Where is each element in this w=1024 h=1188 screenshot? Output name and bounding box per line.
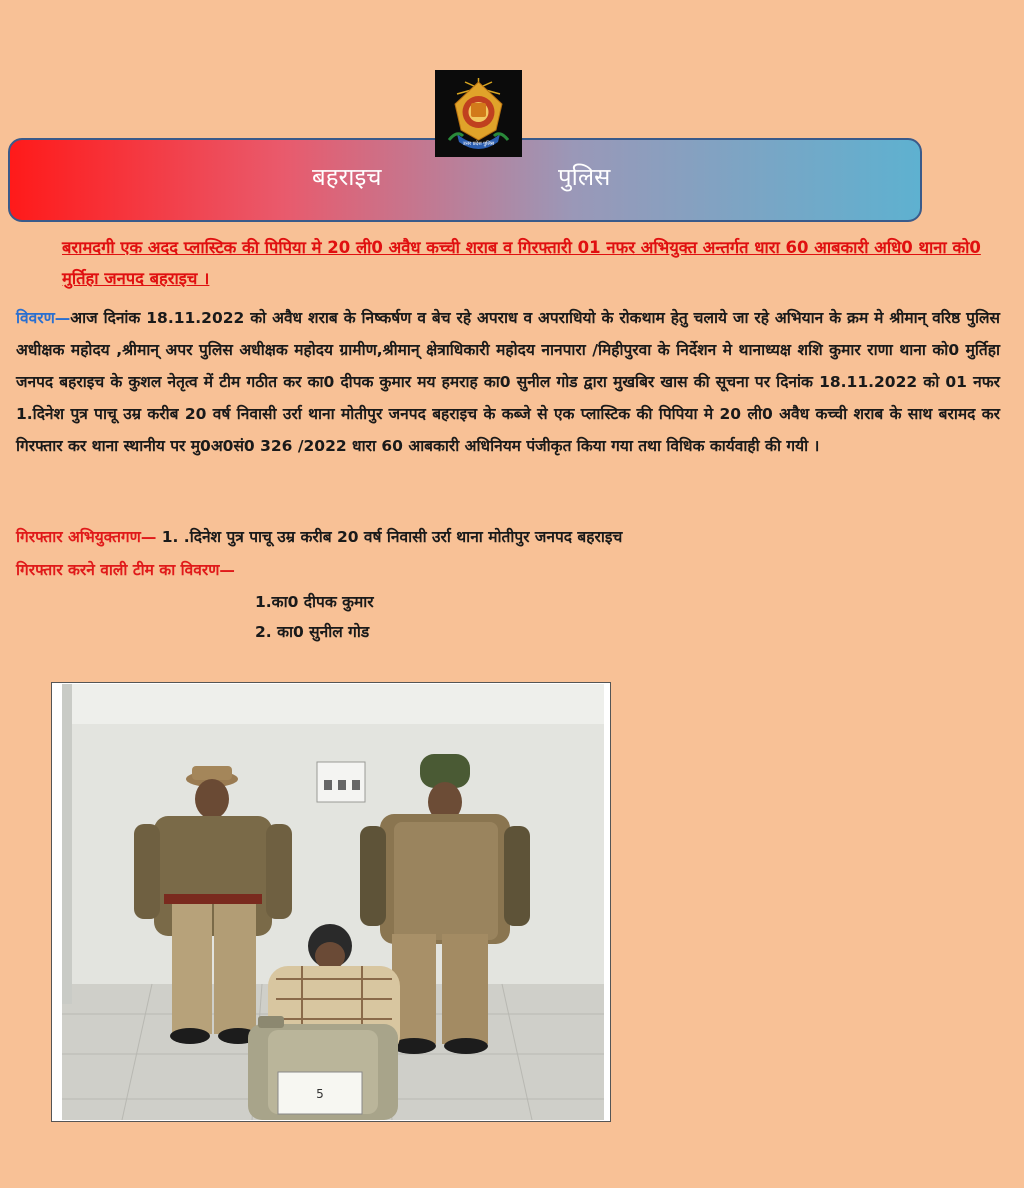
accused-text: 1. .दिनेश पुत्र पाचू उम्र करीब 20 वर्ष निवासी उर्रा थाना मोतीपुर जनपद बहराइच (156, 528, 623, 546)
accused-line (16, 525, 622, 547)
arrest-photo-frame (51, 682, 611, 1122)
emblem-lettering: उत्तर प्रदेश पुलिस (462, 141, 495, 147)
details-paragraph (16, 302, 1000, 462)
up-police-emblem-icon (435, 70, 522, 157)
details-label: विवरण— (16, 309, 71, 327)
headline: बरामदगी एक अदद प्लास्टिक की पिपिया मे 20 ली0 अवैध कच्ची शराब व गिरफ्तारी 01 नफर अभियुक्त अन्तर्गत धारा 60 आबकारी अधि0 थाना को0 मुर्तिहा जनपद बहराइच । (62, 238, 981, 288)
banner-police: पुलिस (558, 163, 611, 191)
details-text: आज दिनांक 18.11.2022 को अवैध शराब के निष्कर्षण व बेच रहे अपराध व अपराधियो के रोकथाम हेतु चलाये जा रहे अभियान के क्रम मे श्रीमान् वरिष्ठ पुलिस अधीक्षक महोदय ,श्रीमान् अपर पुलिस अधीक्षक महोदय ग्रामीण,श्रीमान् क्षेत्राधिकारी महोदय नानपारा /मिहीपुरवा के निर्देशन मे थानाध्यक्ष शशि कुमार राणा थाना को0 मुर्तिहा जनपद बहराइच के कुशल नेतृत्व में टीम गठीत कर का0 दीपक कुमार मय हमराह का0 सुनील गोड द्वारा मुखबिर खास की सूचना पर दिनांक 18.11.2022 को 01 नफर 1.दिनेश पुत्र पाचू उम्र करीब 20 वर्ष निवासी उर्रा थाना मोतीपुर जनपद बहराइच के कब्जे से एक प्लास्टिक की पिपिया मे 20 ली0 अवैध कच्ची शराब के साथ बरामद कर गिरफ्तार कर थाना स्थानीय पर मु0अ0सं0 326 /2022 धारा 60 आबकारी अधिनियम पंजीकृत किया गया तथा विधिक कार्यवाही की गयी । (16, 309, 1000, 455)
arrest-photo (62, 684, 604, 1120)
banner-district: बहराइच (312, 163, 382, 191)
team-label: गिरफ्तार करने वाली टीम का विवरण— (16, 561, 235, 579)
jerrycan-label: 5 (316, 1087, 324, 1101)
team-member-2: 2. का0 सुनील गोड (255, 623, 370, 641)
emblem-logo (435, 70, 522, 157)
accused-label: गिरफ्तार अभियुक्तगण— (16, 528, 157, 546)
team-member-1: 1.का0 दीपक कुमार (255, 593, 374, 611)
